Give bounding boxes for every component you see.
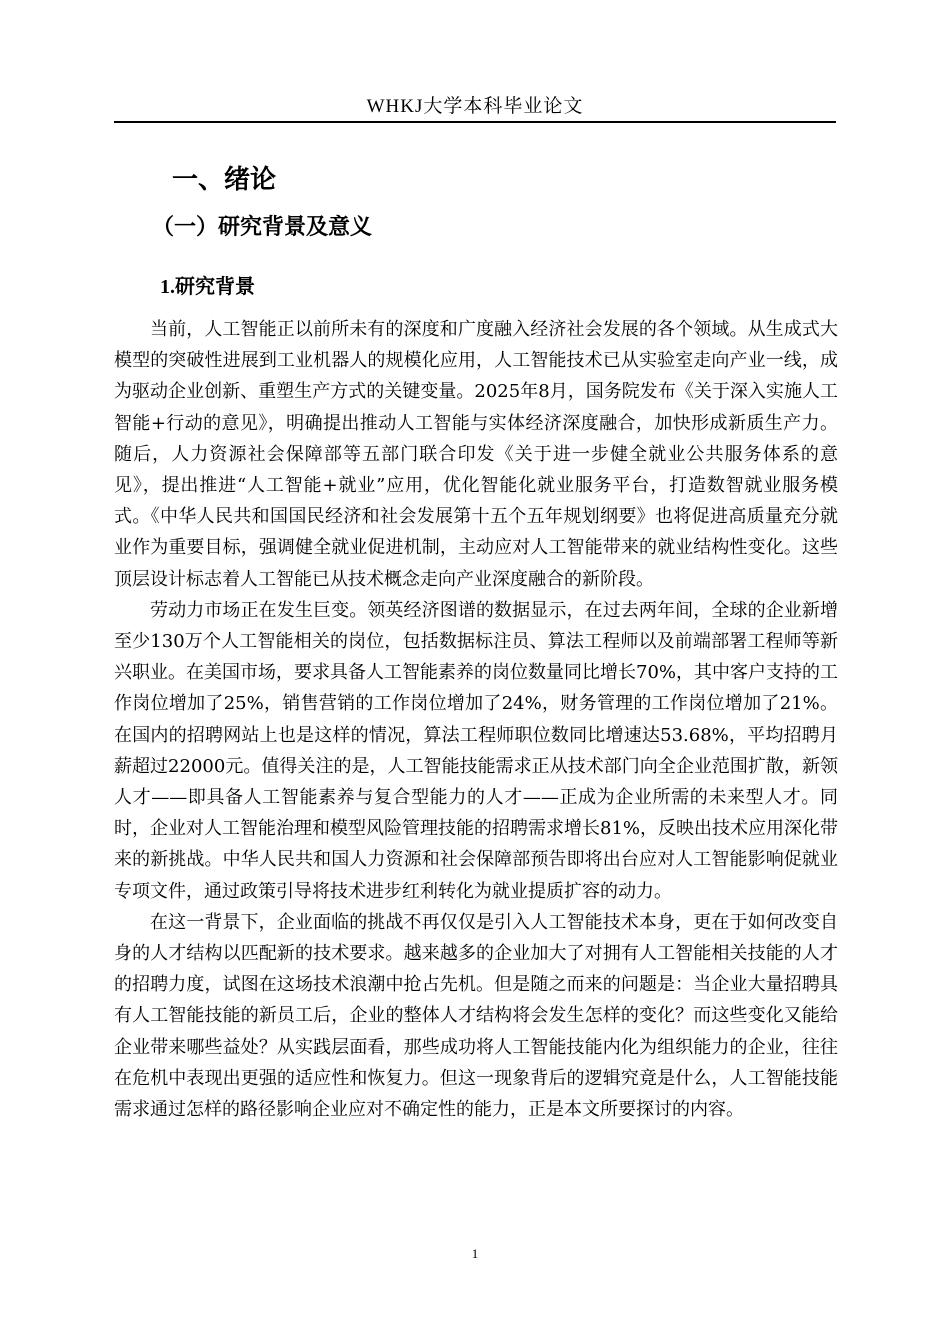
subsection-label: 研究背景 bbox=[175, 274, 255, 298]
running-header bbox=[0, 94, 950, 119]
paragraph-1: 当前，人工智能正以前所未有的深度和广度融入经济社会发展的各个领域。从生成式大模型的突破性进展到工业机器人的规模化应用，人工智能技术已从实验室走向产业一线，成为驱动企业创新、重塑生产方式的关键变量。2025年8月，国务院发布《关于深入实施人工智能+行动的意见》，明确提出推动人工智能与实体经济深度融合，加快形成新质生产力。随后，人力资源社会保障部等五部门联合印发《关于进一步健全就业公共服务体系的意见》，提出推进“人工智能+就业”应用，优化智能化就业服务平台，打造数智就业服务模式。《中华人民共和国国民经济和社会发展第十五个五年规划纲要》也将促进高质量充分就业作为重要目标，强调健全就业促进机制，主动应对人工智能带来的就业结构性变化。这些顶层设计标志着人工智能已从技术概念走向产业深度融合的新阶段。 bbox=[114, 319, 838, 590]
subsection-number: 1. bbox=[160, 276, 175, 298]
header-title: 大学本科毕业论文 bbox=[423, 95, 584, 117]
chapter-title: 一、绪论 bbox=[172, 165, 277, 195]
paragraph-3: 在这一背景下，企业面临的挑战不再仅仅是引入人工智能技术本身，更在于如何改变自身的人才结构以匹配新的技术要求。越来越多的企业加大了对拥有人工智能相关技能的人才的招聘力度，试图在这场技术浪潮中抢占先机。但是随之而来的问题是：当企业大量招聘具有人工智能技能的新员工后，企业的整体人才结构将会发生怎样的变化？而这些变化又能给企业带来哪些益处？从实践层面看，那些成功将人工智能技能内化为组织能力的企业，往往在危机中表现出更强的适应性和恢复力。但这一现象背后的逻辑究竟是什么，人工智能技能需求通过怎样的路径影响企业应对不确定性的能力，正是本文所要探讨的内容。 bbox=[114, 911, 838, 1121]
body-text bbox=[114, 314, 838, 1125]
header-rule bbox=[114, 121, 836, 123]
page-number: 1 bbox=[471, 1246, 479, 1261]
header-university-code: WHKJ bbox=[366, 96, 424, 117]
subsection-title bbox=[160, 268, 255, 305]
paragraph-2: 劳动力市场正在发生巨变。领英经济图谱的数据显示，在过去两年间，全球的企业新增至少130万个人工智能相关的岗位，包括数据标注员、算法工程师以及前端部署工程师等新兴职业。在美国市场，要求具备人工智能素养的岗位数量同比增长70%，其中客户支持的工作岗位增加了25%，销售营销的工作岗位增加了24%，财务管理的工作岗位增加了21%。在国内的招聘网站上也是这样的情况，算法工程师职位数同比增速达53.68%，平均招聘月薪超过22000元。值得关注的是，人工智能技能需求正从技术部门向全企业范围扩散，新领人才——即具备人工智能素养与复合型能力的人才——正成为企业所需的未来型人才。同时，企业对人工智能治理和模型风险管理技能的招聘需求增长81%，反映出技术应用深化带来的新挑战。中华人民共和国人力资源和社会保障部预告即将出台应对人工智能影响促就业专项文件，通过政策引导将技术进步红利转化为就业提质扩容的动力。 bbox=[114, 599, 839, 902]
section-title: （一）研究背景及意义 bbox=[152, 215, 373, 240]
